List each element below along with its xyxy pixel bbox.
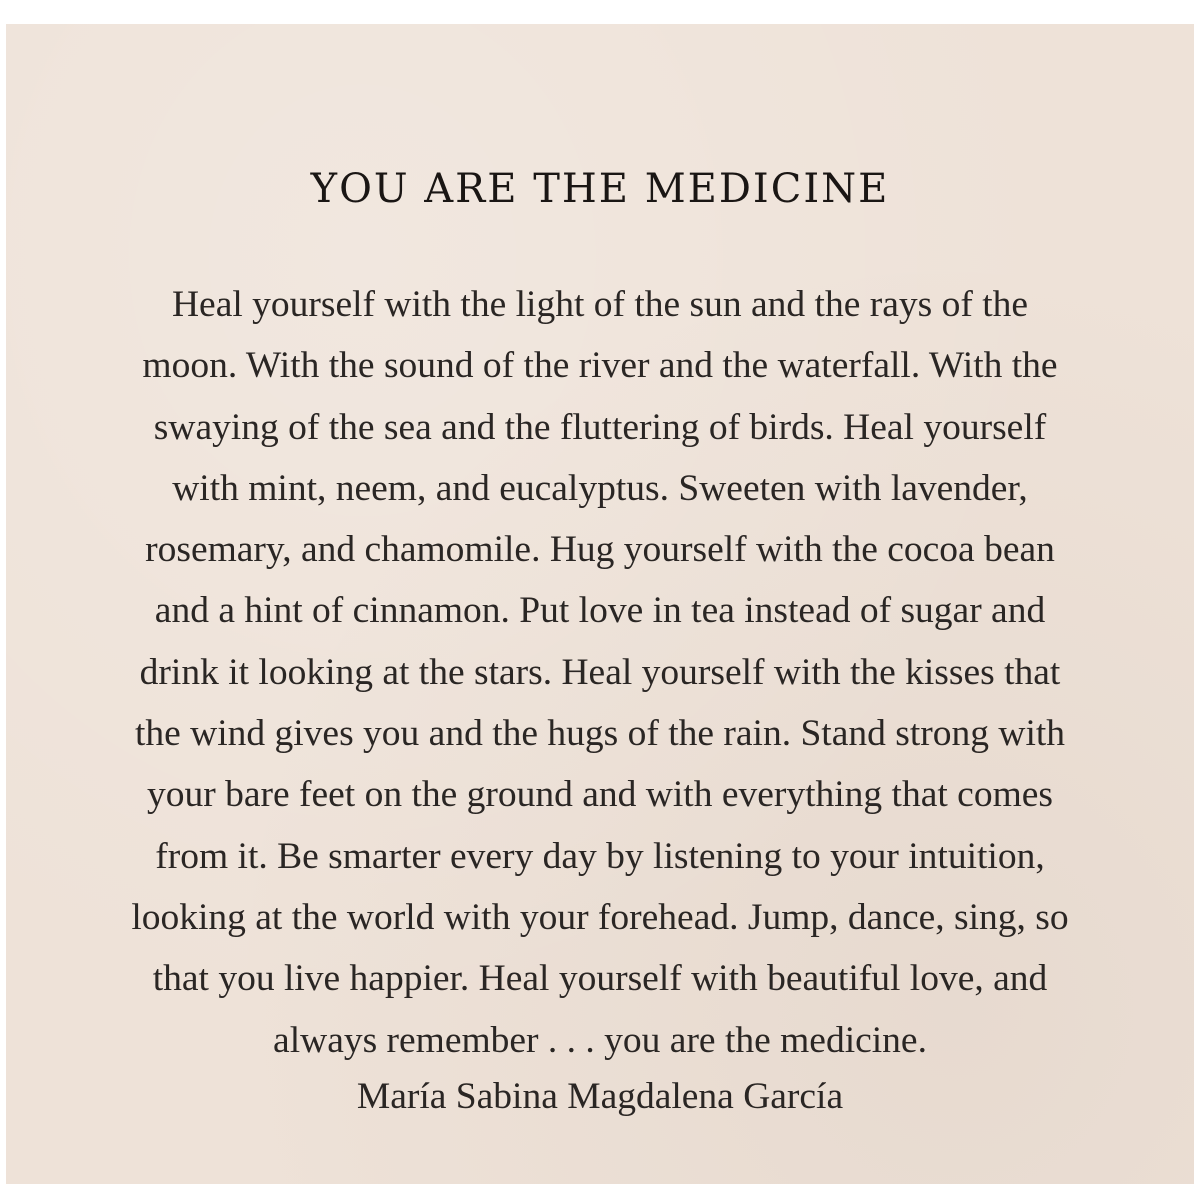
poem-line: Heal yourself with the light of the sun and the rays of the [171, 284, 1029, 325]
poem-body [0, 285, 1200, 1082]
poem-line: with mint, neem, and eucalyptus. Sweeten with lavender, [172, 467, 1028, 509]
poem-line: rosemary, and chamomile. Hug yourself with the cocoa bean [145, 529, 1055, 571]
poem-line: swaying of the sea and the fluttering of birds. Heal yourself [153, 406, 1047, 448]
poem-line: moon. With the sound of the river and the waterfall. With the [142, 345, 1058, 387]
poem-line: drink it looking at the stars. Heal yourself with the kisses that [139, 651, 1061, 693]
poem-line: your bare feet on the ground and with everything that comes [147, 774, 1053, 816]
poem-line: that you live happier. Heal yourself with beautiful love, and [152, 958, 1048, 1000]
poem-author: María Sabina Magdalena García [356, 1076, 844, 1117]
poem-line: and a hint of cinnamon. Put love in tea instead of sugar and [154, 590, 1046, 632]
poem-line: from it. Be smarter every day by listening to your intuition, [155, 835, 1045, 877]
poem-line: looking at the world with your forehead. Jump, dance, sing, so [131, 896, 1069, 938]
poem-line: the wind gives you and the hugs of the rain. Stand strong with [134, 713, 1066, 755]
poem-title: YOU ARE THE MEDICINE [310, 166, 890, 212]
poem-line: always remember . . . you are the medicine. [273, 1019, 927, 1061]
